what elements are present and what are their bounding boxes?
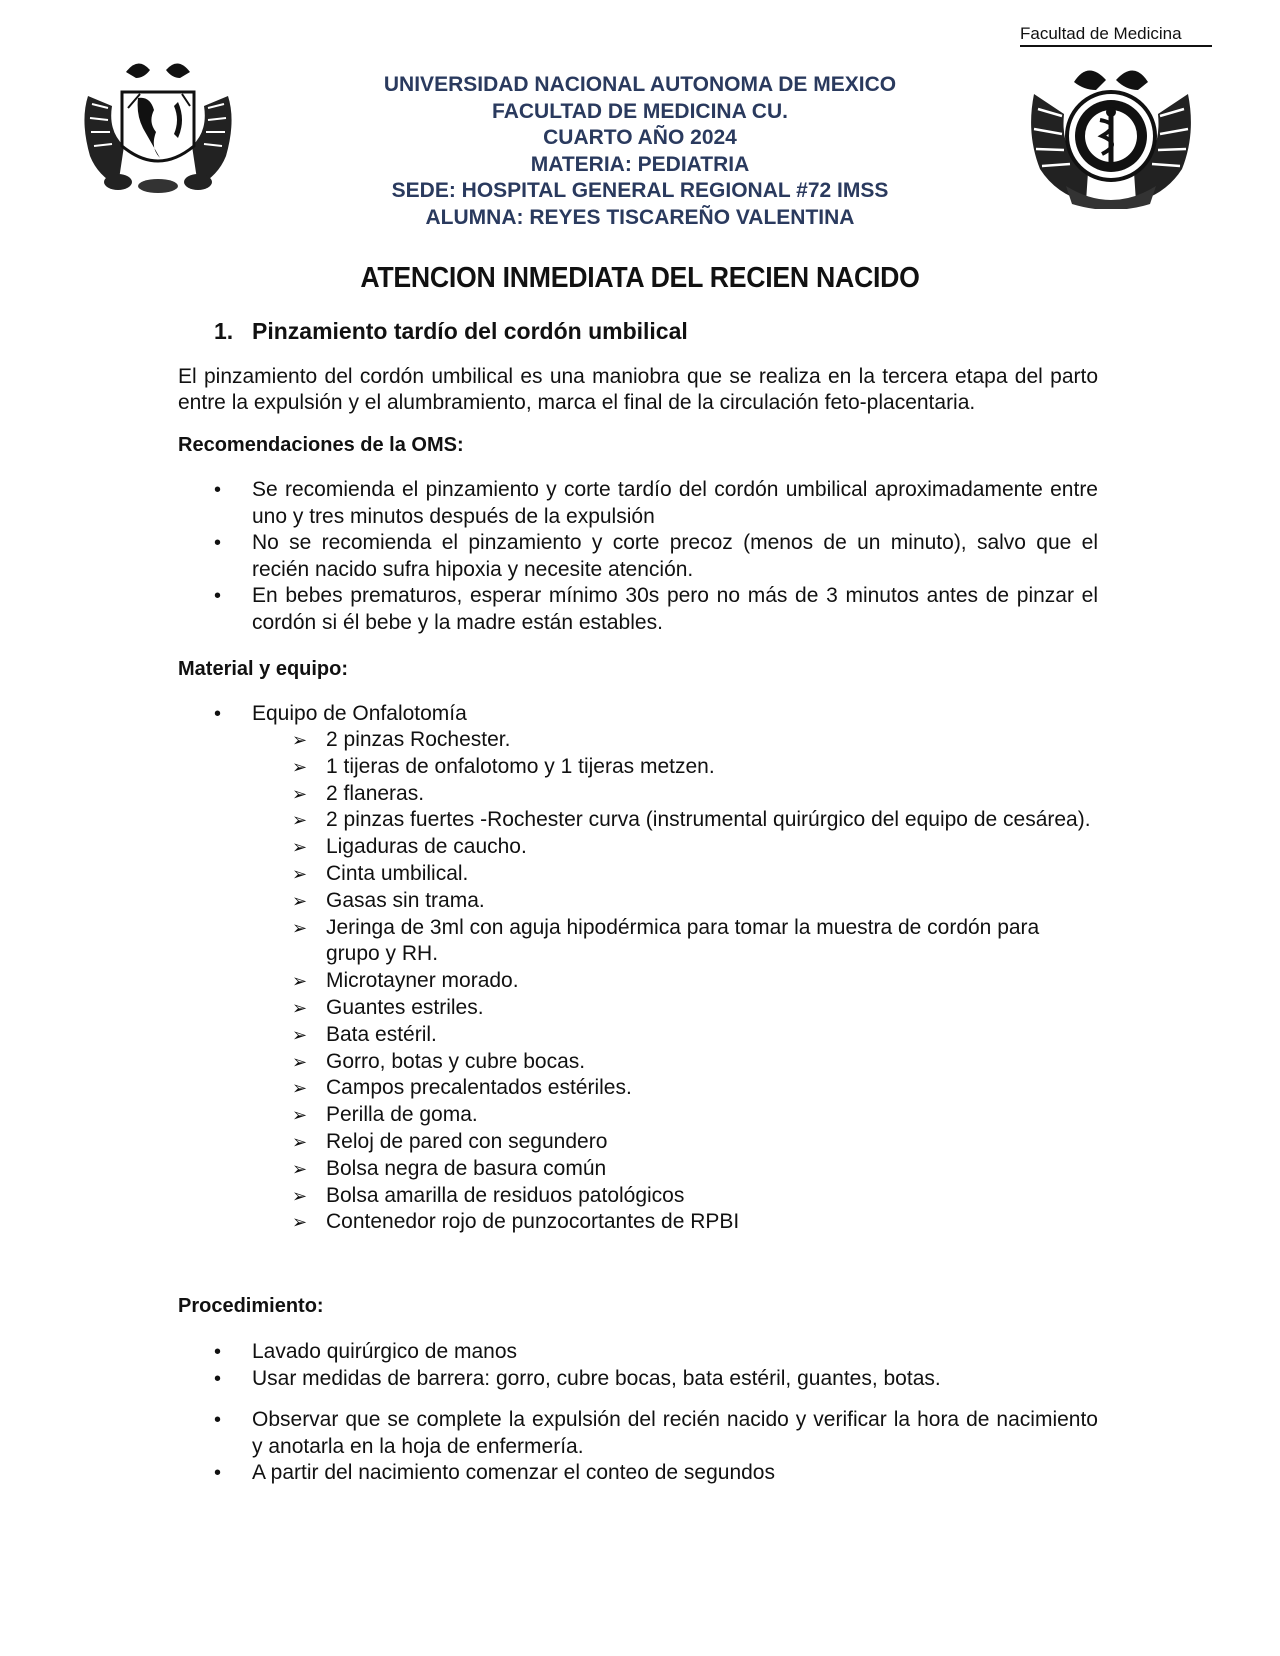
- arrow-bullet-icon: ➢: [292, 730, 308, 750]
- list-item: ➢ Perilla de goma.: [292, 1102, 1092, 1129]
- facultad-medicina-logo-block: [1012, 24, 1212, 204]
- bullet-icon: •: [214, 532, 222, 554]
- bullet-icon: •: [214, 1367, 222, 1390]
- document-title: ATENCION INMEDIATA DEL RECIEN NACIDO: [360, 262, 920, 294]
- list-item: ➢ Gasas sin trama.: [292, 888, 1092, 915]
- list-item: ➢ 1 tijeras de onfalotomo y 1 tijeras metzen.: [292, 754, 1092, 781]
- list-item: • No se recomienda el pinzamiento y corte precoz (menos de un minuto), salvo que el recién nacido sufra hipoxia y necesite atención.: [214, 531, 1098, 581]
- section-number: 1.: [214, 318, 234, 344]
- arrow-bullet-icon: ➢: [292, 1078, 308, 1099]
- section-heading: [214, 318, 688, 345]
- list-item: • En bebes prematuros, esperar mínimo 30s pero no más de 3 minutos antes de pinzar el cordón si él bebe y la madre están estables.: [214, 584, 1098, 634]
- intro-paragraph: El pinzamiento del cordón umbilical es una maniobra que se realiza en la tercera etapa del parto entre la expulsión y el alumbramiento, marca el final de la circulación feto-placentaria.: [178, 365, 1098, 414]
- list-item: ➢ Reloj de pared con segundero: [292, 1129, 1092, 1156]
- facultad-medicina-label: Facultad de Medicina: [1020, 24, 1212, 47]
- header-line-university: UNIVERSIDAD NACIONAL AUTONOMA DE MEXICO: [383, 73, 897, 96]
- header-line-student: ALUMNA: REYES TISCAREÑO VALENTINA: [425, 205, 855, 229]
- list-item: • Equipo de Onfalotomía: [178, 701, 1098, 728]
- arrow-bullet-icon: ➢: [292, 1105, 308, 1126]
- header-line-year: CUARTO AÑO 2024: [543, 126, 737, 149]
- oms-heading: Recomendaciones de la OMS:: [178, 434, 464, 456]
- procedure-list-b: [178, 1407, 1098, 1487]
- list-item: ➢ Jeringa de 3ml con aguja hipodérmica para tomar la muestra de cordón para grupo y RH.: [292, 915, 1040, 966]
- material-heading: Material y equipo:: [178, 658, 349, 680]
- list-item: ➢ 2 pinzas fuertes -Rochester curva (instrumental quirúrgico del equipo de cesárea).: [292, 807, 1092, 834]
- arrow-bullet-icon: ➢: [292, 890, 308, 911]
- list-item: • A partir del nacimiento comenzar el conteo de segundos: [178, 1460, 1098, 1487]
- arrow-bullet-icon: ➢: [292, 810, 308, 831]
- list-item: • Lavado quirúrgico de manos: [178, 1339, 1098, 1366]
- arrow-bullet-icon: ➢: [292, 997, 308, 1018]
- arrow-bullet-icon: ➢: [292, 783, 308, 804]
- arrow-bullet-icon: ➢: [292, 1051, 308, 1072]
- bullet-icon: •: [214, 1409, 222, 1431]
- list-item: ➢ Campos precalentados estériles.: [292, 1075, 1092, 1102]
- header-line-faculty: FACULTAD DE MEDICINA CU.: [492, 99, 788, 123]
- arrow-bullet-icon: ➢: [292, 1158, 308, 1179]
- header-line-subject: MATERIA: PEDIATRIA: [530, 152, 750, 176]
- list-item: • Se recomienda el pinzamiento y corte tardío del cordón umbilical aproximadamente entre uno y tres minutos después de la expulsión: [214, 478, 1098, 528]
- unam-seal-logo: [78, 26, 238, 196]
- list-item: ➢ Bata estéril.: [292, 1022, 1092, 1049]
- list-item: ➢ Bolsa amarilla de residuos patológicos: [292, 1183, 1092, 1210]
- procedure-list-a: [178, 1339, 1098, 1392]
- bullet-icon: •: [214, 703, 222, 725]
- procedure-heading: Procedimiento:: [178, 1295, 324, 1317]
- list-item: ➢ 2 flaneras.: [292, 781, 1092, 808]
- arrow-bullet-icon: ➢: [292, 1024, 308, 1045]
- list-item: ➢ Microtayner morado.: [292, 968, 1092, 995]
- arrow-bullet-icon: ➢: [292, 837, 308, 858]
- bullet-icon: •: [214, 1462, 222, 1484]
- list-item: • Observar que se complete la expulsión del recién nacido y verificar la hora de nacimiento y anotarla en la hoja de enfermería.: [214, 1408, 1098, 1458]
- facultad-medicina-seal-logo: [1026, 54, 1196, 209]
- bullet-icon: •: [214, 1341, 222, 1363]
- arrow-bullet-icon: ➢: [292, 756, 308, 777]
- list-item: ➢ Contenedor rojo de punzocortantes de RPBI: [292, 1209, 1092, 1236]
- bullet-icon: •: [214, 585, 222, 607]
- list-item: • Usar medidas de barrera: gorro, cubre bocas, bata estéril, guantes, botas.: [178, 1366, 1098, 1393]
- oms-list: [178, 477, 1098, 636]
- arrow-bullet-icon: ➢: [292, 1185, 308, 1206]
- section-heading-text: Pinzamiento tardío del cordón umbilical: [252, 318, 688, 344]
- arrow-bullet-icon: ➢: [292, 863, 308, 884]
- material-items-list: [292, 727, 1092, 1236]
- list-item: ➢ 2 pinzas Rochester.: [292, 727, 1092, 754]
- list-item: ➢ Gorro, botas y cubre bocas.: [292, 1049, 1092, 1076]
- material-main-list: [178, 701, 1098, 728]
- arrow-bullet-icon: ➢: [292, 971, 308, 992]
- arrow-bullet-icon: ➢: [292, 917, 308, 938]
- arrow-bullet-icon: ➢: [292, 1131, 308, 1152]
- list-item: ➢ Bolsa negra de basura común: [292, 1156, 1092, 1183]
- list-item: ➢ Cinta umbilical.: [292, 861, 1092, 888]
- list-item: ➢ Ligaduras de caucho.: [292, 834, 1092, 861]
- list-item: ➢ Guantes estriles.: [292, 995, 1092, 1022]
- header-line-site: SEDE: HOSPITAL GENERAL REGIONAL #72 IMSS: [391, 179, 889, 202]
- institution-header: [300, 72, 980, 231]
- arrow-bullet-icon: ➢: [292, 1212, 308, 1233]
- bullet-icon: •: [214, 479, 222, 501]
